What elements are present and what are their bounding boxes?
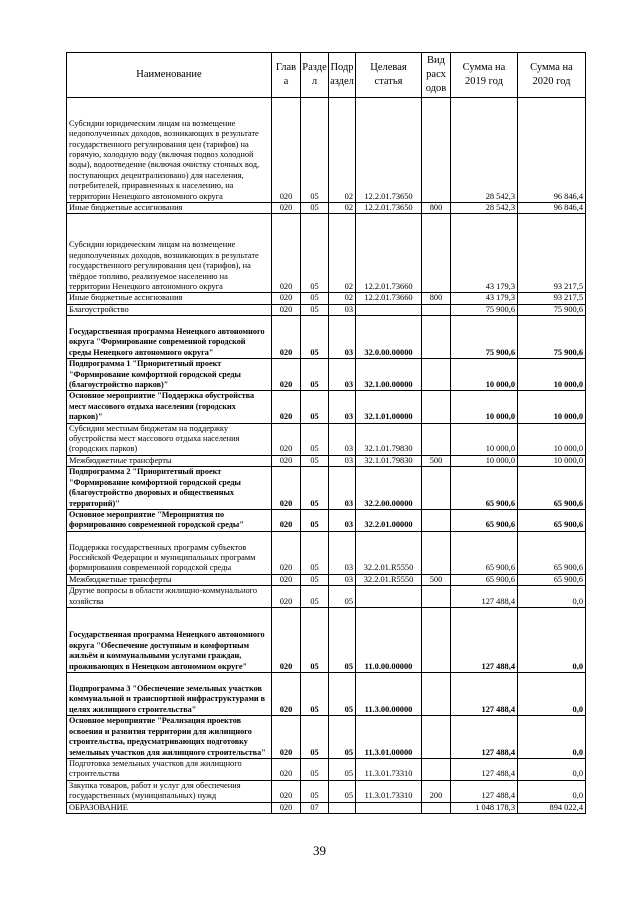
- header-target-article: Целевая статья: [356, 53, 422, 98]
- row-expense-type: [422, 715, 451, 758]
- row-sum-2020: 65 900,6: [518, 467, 586, 510]
- row-glava: 020: [272, 391, 301, 423]
- row-glava: 020: [272, 607, 301, 672]
- row-sum-2019: 28 542,3: [451, 98, 518, 203]
- row-target-article: 32.1.01.79830: [356, 423, 422, 455]
- row-podrazdel: 02: [329, 293, 356, 304]
- row-name: Субсидии юридическим лицам на возмещение недополученных доходов, возникающих в результате государственного регулирования цен (тарифов) на горячую, холодную воду (включая подвоз холодной воды), водоотведение (включая очистку сточных вод, поступающих децентрализовано) для населения, потребителей, приравненных к населению, на территории Ненецкого автономного округа: [67, 98, 272, 203]
- row-razdel: 05: [301, 423, 329, 455]
- row-sum-2019: 127 488,4: [451, 758, 518, 780]
- row-sum-2020: 0,0: [518, 672, 586, 715]
- row-podrazdel: 03: [329, 359, 356, 391]
- row-sum-2020: 10 000,0: [518, 455, 586, 466]
- row-sum-2020: 96 846,4: [518, 98, 586, 203]
- row-expense-type: 800: [422, 293, 451, 304]
- row-name: ОБРАЗОВАНИЕ: [67, 802, 272, 813]
- row-razdel: 05: [301, 359, 329, 391]
- row-expense-type: 500: [422, 574, 451, 585]
- row-target-article: 32.2.01.00000: [356, 509, 422, 531]
- row-target-article: 11.3.01.00000: [356, 715, 422, 758]
- table-row: [67, 758, 586, 780]
- row-glava: 020: [272, 715, 301, 758]
- header-expense-type: Вид расх одов: [422, 53, 451, 98]
- row-glava: 020: [272, 304, 301, 315]
- row-sum-2019: 1 048 178,3: [451, 802, 518, 813]
- row-sum-2019: 10 000,0: [451, 455, 518, 466]
- row-razdel: 05: [301, 531, 329, 574]
- table-row: [67, 203, 586, 214]
- row-target-article: 12.2.01.73650: [356, 98, 422, 203]
- table-row: [67, 293, 586, 304]
- row-razdel: 05: [301, 391, 329, 423]
- row-razdel: 05: [301, 715, 329, 758]
- row-target-article: [356, 586, 422, 608]
- row-target-article: 32.1.01.79830: [356, 455, 422, 466]
- row-sum-2019: 43 179,3: [451, 293, 518, 304]
- row-glava: 020: [272, 509, 301, 531]
- row-expense-type: [422, 98, 451, 203]
- row-name: Благоустройство: [67, 304, 272, 315]
- row-glava: 020: [272, 758, 301, 780]
- row-sum-2019: 65 900,6: [451, 509, 518, 531]
- row-expense-type: [422, 391, 451, 423]
- row-sum-2020: 65 900,6: [518, 509, 586, 531]
- row-razdel: 05: [301, 304, 329, 315]
- row-razdel: 07: [301, 802, 329, 813]
- row-glava: 020: [272, 423, 301, 455]
- row-target-article: 32.2.00.00000: [356, 467, 422, 510]
- row-target-article: 11.3.01.73310: [356, 780, 422, 802]
- row-name: Закупка товаров, работ и услуг для обеспечения государственных (муниципальных) нужд: [67, 780, 272, 802]
- budget-table: [66, 52, 586, 814]
- row-sum-2019: 127 488,4: [451, 607, 518, 672]
- row-expense-type: [422, 304, 451, 315]
- row-razdel: 05: [301, 758, 329, 780]
- table-body: [67, 98, 586, 814]
- row-sum-2019: 127 488,4: [451, 586, 518, 608]
- row-target-article: 12.2.01.73650: [356, 203, 422, 214]
- row-razdel: 05: [301, 316, 329, 359]
- row-podrazdel: 05: [329, 780, 356, 802]
- row-name: Основное мероприятие "Поддержка обустройства мест массового отдыха населения (городских парков)": [67, 391, 272, 423]
- row-razdel: 05: [301, 203, 329, 214]
- row-name: Основное мероприятие "Реализация проектов освоения и развития территории для жилищного строительства, предусматривающих подготовку земельных участков для жилищного строительства": [67, 715, 272, 758]
- row-target-article: 12.2.01.73660: [356, 293, 422, 304]
- row-podrazdel: 05: [329, 586, 356, 608]
- row-target-article: 11.3.01.73310: [356, 758, 422, 780]
- table-row: [67, 98, 586, 203]
- row-sum-2020: 65 900,6: [518, 574, 586, 585]
- row-glava: 020: [272, 214, 301, 293]
- header-name: Наименование: [67, 53, 272, 98]
- row-sum-2020: 0,0: [518, 586, 586, 608]
- row-target-article: [356, 304, 422, 315]
- header-sum-2019: Сумма на 2019 год: [451, 53, 518, 98]
- row-glava: 020: [272, 586, 301, 608]
- row-glava: 020: [272, 359, 301, 391]
- table-row: [67, 423, 586, 455]
- row-sum-2019: 75 900,6: [451, 304, 518, 315]
- row-podrazdel: 03: [329, 531, 356, 574]
- row-podrazdel: [329, 802, 356, 813]
- table-row: [67, 214, 586, 293]
- header-glava: Глав а: [272, 53, 301, 98]
- row-sum-2019: 127 488,4: [451, 715, 518, 758]
- row-sum-2020: 75 900,6: [518, 304, 586, 315]
- row-sum-2019: 10 000,0: [451, 423, 518, 455]
- row-razdel: 05: [301, 98, 329, 203]
- row-glava: 020: [272, 780, 301, 802]
- row-podrazdel: 03: [329, 455, 356, 466]
- row-target-article: 32.0.00.00000: [356, 316, 422, 359]
- table-header-row: [67, 53, 586, 98]
- row-expense-type: 800: [422, 203, 451, 214]
- row-glava: 020: [272, 316, 301, 359]
- row-glava: 020: [272, 203, 301, 214]
- row-sum-2020: 75 900,6: [518, 316, 586, 359]
- row-name: Иные бюджетные ассигнования: [67, 203, 272, 214]
- row-razdel: 05: [301, 607, 329, 672]
- row-expense-type: [422, 802, 451, 813]
- row-sum-2019: 127 488,4: [451, 672, 518, 715]
- row-razdel: 05: [301, 214, 329, 293]
- row-podrazdel: 05: [329, 715, 356, 758]
- row-sum-2019: 10 000,0: [451, 391, 518, 423]
- table-row: [67, 672, 586, 715]
- row-sum-2020: 0,0: [518, 780, 586, 802]
- row-name: Поддержка государственных программ субъектов Российской Федерации и муниципальных программ формирования современной городской среды: [67, 531, 272, 574]
- row-sum-2019: 65 900,6: [451, 531, 518, 574]
- row-razdel: 05: [301, 574, 329, 585]
- row-expense-type: [422, 672, 451, 715]
- row-expense-type: [422, 509, 451, 531]
- row-podrazdel: 02: [329, 214, 356, 293]
- row-target-article: 12.2.01.73660: [356, 214, 422, 293]
- row-name: Государственная программа Ненецкого автономного округа "Обеспечение доступным и комфортным жильём и коммунальными услугами граждан, проживающих в Ненецком автономном округе": [67, 607, 272, 672]
- row-glava: 020: [272, 574, 301, 585]
- header-sum-2020: Сумма на 2020 год: [518, 53, 586, 98]
- table-row: [67, 359, 586, 391]
- row-glava: 020: [272, 467, 301, 510]
- row-razdel: 05: [301, 780, 329, 802]
- page-number: 39: [313, 843, 326, 858]
- row-target-article: 32.2.01.R5550: [356, 531, 422, 574]
- row-razdel: 05: [301, 509, 329, 531]
- table-row: [67, 531, 586, 574]
- row-sum-2020: 93 217,5: [518, 214, 586, 293]
- table-row: [67, 780, 586, 802]
- row-razdel: 05: [301, 455, 329, 466]
- row-expense-type: [422, 607, 451, 672]
- row-sum-2020: 894 022,4: [518, 802, 586, 813]
- row-expense-type: [422, 214, 451, 293]
- row-sum-2020: 0,0: [518, 715, 586, 758]
- row-target-article: 32.1.00.00000: [356, 359, 422, 391]
- row-sum-2020: 10 000,0: [518, 423, 586, 455]
- row-name: Межбюджетные трансферты: [67, 574, 272, 585]
- row-podrazdel: 02: [329, 98, 356, 203]
- row-sum-2019: 10 000,0: [451, 359, 518, 391]
- row-expense-type: [422, 586, 451, 608]
- row-sum-2019: 65 900,6: [451, 467, 518, 510]
- row-sum-2019: 75 900,6: [451, 316, 518, 359]
- row-glava: 020: [272, 98, 301, 203]
- row-podrazdel: 05: [329, 672, 356, 715]
- table-row: [67, 574, 586, 585]
- row-razdel: 05: [301, 672, 329, 715]
- row-razdel: 05: [301, 586, 329, 608]
- row-sum-2020: 10 000,0: [518, 359, 586, 391]
- table-row: [67, 715, 586, 758]
- row-name: Подпрограмма 1 "Приоритетный проект "Формирование комфортной городской среды (благоустройство парков)": [67, 359, 272, 391]
- header-razdel: Разде л: [301, 53, 329, 98]
- row-name: Подпрограмма 2 "Приоритетный проект "Формирование комфортной городской среды (благоустройство дворовых и общественных территорий)": [67, 467, 272, 510]
- row-name: Государственная программа Ненецкого автономного округа "Формирование современной городской среды Ненецкого автономного округа": [67, 316, 272, 359]
- row-name: Субсидии юридическим лицам на возмещение недополученных доходов, возникающих в результате государственного регулирования цен (тарифов), на твёрдое топливо, реализуемое населению на территории Ненецкого автономного округа: [67, 214, 272, 293]
- row-podrazdel: 05: [329, 607, 356, 672]
- row-sum-2020: 96 846,4: [518, 203, 586, 214]
- row-target-article: 32.2.01.R5550: [356, 574, 422, 585]
- table-row: [67, 316, 586, 359]
- row-glava: 020: [272, 802, 301, 813]
- row-target-article: 11.0.00.00000: [356, 607, 422, 672]
- table-row: [67, 467, 586, 510]
- row-name: Подготовка земельных участков для жилищного строительства: [67, 758, 272, 780]
- row-expense-type: [422, 531, 451, 574]
- row-target-article: [356, 802, 422, 813]
- row-razdel: 05: [301, 467, 329, 510]
- row-expense-type: 200: [422, 780, 451, 802]
- row-name: Основное мероприятие "Мероприятия по формированию современной городской среды": [67, 509, 272, 531]
- row-expense-type: [422, 758, 451, 780]
- row-sum-2019: 65 900,6: [451, 574, 518, 585]
- row-razdel: 05: [301, 293, 329, 304]
- row-sum-2020: 0,0: [518, 758, 586, 780]
- row-glava: 020: [272, 293, 301, 304]
- table-row: [67, 607, 586, 672]
- table-row: [67, 802, 586, 813]
- row-expense-type: [422, 423, 451, 455]
- row-target-article: 11.3.00.00000: [356, 672, 422, 715]
- row-podrazdel: 05: [329, 758, 356, 780]
- row-podrazdel: 03: [329, 304, 356, 315]
- row-podrazdel: 03: [329, 316, 356, 359]
- row-podrazdel: 03: [329, 574, 356, 585]
- row-sum-2020: 93 217,5: [518, 293, 586, 304]
- row-expense-type: [422, 359, 451, 391]
- row-glava: 020: [272, 455, 301, 466]
- table-row: [67, 304, 586, 315]
- row-expense-type: [422, 316, 451, 359]
- row-sum-2019: 43 179,3: [451, 214, 518, 293]
- row-expense-type: 500: [422, 455, 451, 466]
- row-podrazdel: 03: [329, 509, 356, 531]
- row-glava: 020: [272, 672, 301, 715]
- row-podrazdel: 02: [329, 203, 356, 214]
- header-podrazdel: Подр аздел: [329, 53, 356, 98]
- row-expense-type: [422, 467, 451, 510]
- row-target-article: 32.1.01.00000: [356, 391, 422, 423]
- row-name: Субсидии местным бюджетам на поддержку обустройства мест массового отдыха населения (городских парков): [67, 423, 272, 455]
- row-sum-2020: 0,0: [518, 607, 586, 672]
- row-sum-2020: 65 900,6: [518, 531, 586, 574]
- row-sum-2019: 28 542,3: [451, 203, 518, 214]
- row-name: Межбюджетные трансферты: [67, 455, 272, 466]
- row-podrazdel: 03: [329, 391, 356, 423]
- row-name: Подпрограмма 3 "Обеспечение земельных участков коммунальной и транспортной инфраструктурами в целях жилищного строительства": [67, 672, 272, 715]
- table-row: [67, 391, 586, 423]
- row-glava: 020: [272, 531, 301, 574]
- row-sum-2020: 10 000,0: [518, 391, 586, 423]
- row-name: Иные бюджетные ассигнования: [67, 293, 272, 304]
- table-row: [67, 455, 586, 466]
- row-podrazdel: 03: [329, 423, 356, 455]
- row-sum-2019: 127 488,4: [451, 780, 518, 802]
- row-name: Другие вопросы в области жилищно-коммунального хозяйства: [67, 586, 272, 608]
- table-row: [67, 586, 586, 608]
- row-podrazdel: 03: [329, 467, 356, 510]
- table-row: [67, 509, 586, 531]
